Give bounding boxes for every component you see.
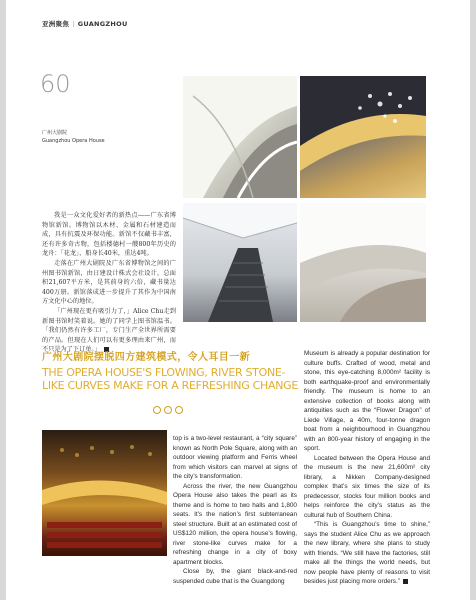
- page-edge-right: [470, 0, 476, 600]
- caption-en: Guangzhou Opera House: [42, 138, 105, 144]
- page-edge-left: [0, 0, 6, 600]
- caption-cn: 广州大剧院: [42, 130, 68, 136]
- right-paragraph-2: Located between the Opera House and the museum is the new 21,600m² city library, a Nikken Company-designed complex that’s six times the size of its predecessor, stocks four million books and helps reinforce the city’s status as the cultural hub of Southern China.: [304, 454, 430, 519]
- mid-paragraph-1: top is a two-level restaurant, a “city square” known as North Pole Square, along with an outdoor viewing platform and Ferris wheel from which visitors can marvel at signs of the city’s transformation.: [173, 435, 297, 480]
- header-separator: |: [72, 20, 75, 28]
- right-paragraph-3: [304, 520, 430, 587]
- end-mark-icon: [403, 579, 408, 584]
- cn-paragraph-1: 我是一众文化爱好者的新热点——广东省博物馆新馆。博物馆以木材、金属和石材建造而成，具有抗震及环保功能。新馆不仅藏书丰富，还有许多奇古物，包括楼德村一艘800年历史的龙舟：「花龙」，船身长40米，重达4吨。: [42, 212, 176, 258]
- header-en: GUANGZHOU: [77, 20, 128, 28]
- chinese-pull-quote: 广州大剧院摆脱四方建筑模式，令人耳目一新: [42, 352, 250, 363]
- chinese-body-text: [42, 211, 176, 355]
- decorative-circles: [153, 406, 183, 414]
- right-paragraph-1: Museum is already a popular destination for culture buffs. Crafted of wood, metal and stone, this eye-catching 8,000m² facility is both earthquake-proof and environmentally friendly. The museum is home to an extensive collection of books along with antiquities such as the “Flower Dragon” of Liede Village, a 40m, four-tonne dragon boat from a neighbourhood in Guangzhou with an 800-year history of engaging in the sport.: [304, 350, 430, 452]
- english-column-middle: [173, 434, 297, 586]
- section-header: [42, 19, 128, 28]
- mid-paragraph-3: Close by, the giant black-and-red suspended cube that is the Guangdong: [173, 568, 297, 585]
- right-paragraph-3-text: “This is Guangzhou’s time to shine,” says the student Alice Chu as we approach the new library, where she plans to study with friends. “We still have the factories, still make all the things the world needs, but now people have plenty of reasons to visit besides just placing more orders.”: [304, 521, 430, 585]
- circle-icon: [175, 406, 183, 414]
- mid-paragraph-2: Across the river, the new Guangzhou Opera House also takes the pearl as its theme and is home to two halls and 1,800 seats. It’s the nation’s first subterranean steel structure. Built at an estimated cost of US$120 million, the opera house’s flowing, river stone-like curves make for a refreshing change in a city of boxy apartment blocks.: [173, 482, 297, 566]
- english-column-right: [304, 349, 430, 587]
- opera-house-foyer-photo: [300, 203, 426, 322]
- page-number: 60: [40, 70, 71, 98]
- circle-icon: [153, 406, 161, 414]
- cn-paragraph-2: 走落在广州大剧院及广东省博物馆之间的广州图书馆新馆，由日建设计株式会社设计，总面积21,607平方米，是其前身的六倍，藏书量达400万册。新馆落成进一步提升了其作为中国南方文化中心的地位。: [42, 259, 176, 306]
- circle-icon: [164, 406, 172, 414]
- photo-caption: [42, 129, 105, 145]
- opera-house-interior-photo-1: [183, 76, 297, 198]
- english-pull-quote: THE OPERA HOUSE'S FLOWING, RIVER STONE-LIKE CURVES MAKE FOR A REFRESHING CHANGE: [42, 366, 299, 393]
- cn-paragraph-3-text: 「广州现在更有吸引力了，」Alice Chu走到新图书馆时笑着说。她的了同学上图书馆温书。「我们仍然有许多工厂，专门生产全世界所需要的产品。但现在人们可以有更多理由来广州，而不只是为了下订单。」: [42, 307, 176, 354]
- opera-house-auditorium-photo: [42, 430, 167, 556]
- opera-house-chandelier-photo: [300, 76, 426, 198]
- opera-house-staircase-photo: [183, 203, 297, 322]
- header-cn: 亚洲聚焦: [42, 20, 70, 28]
